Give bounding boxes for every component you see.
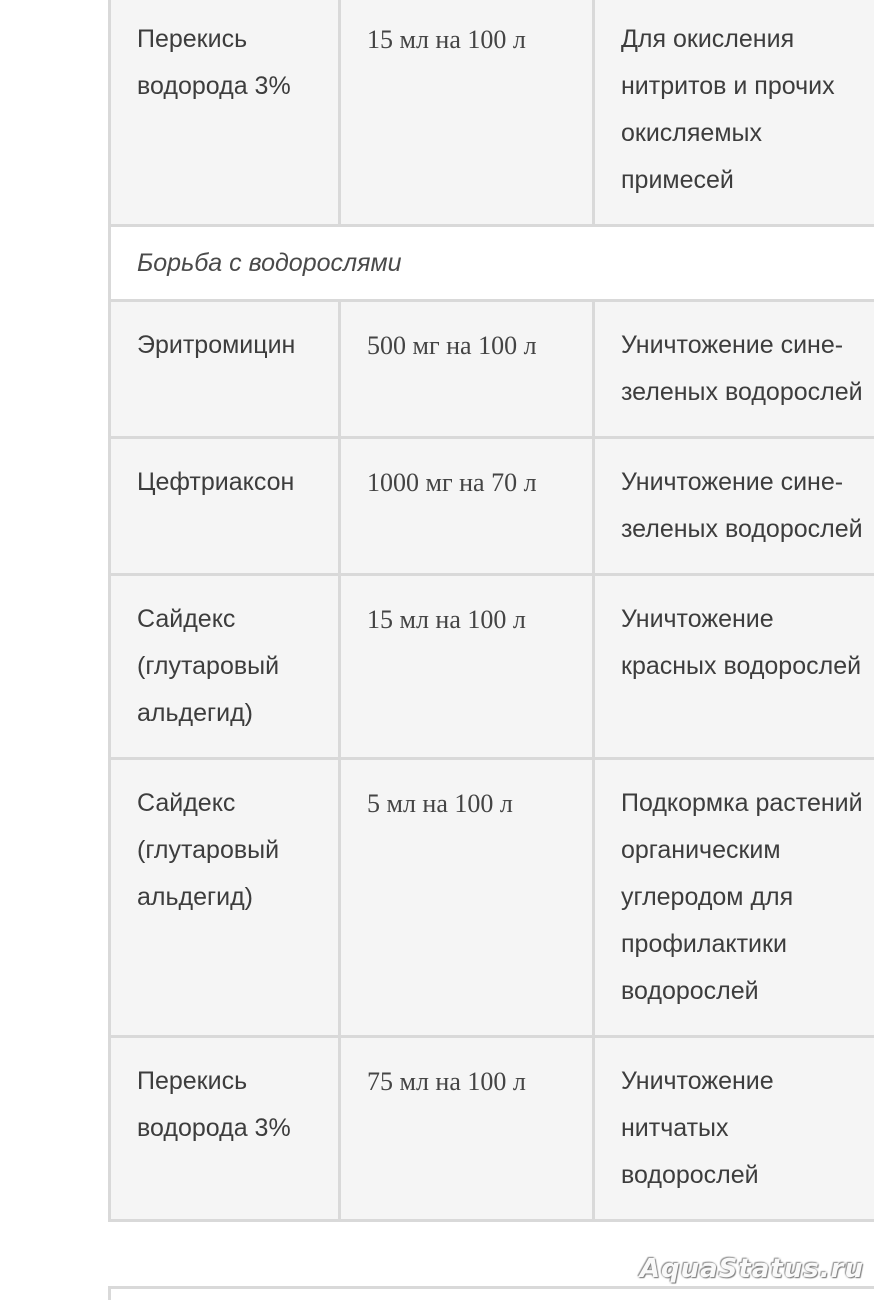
purpose-cell: Уничтожение красных водорослей	[594, 575, 874, 759]
table-row	[110, 301, 874, 438]
substance-cell: Перекись водорода 3%	[110, 1037, 340, 1221]
purpose-cell: Подкормка растений органическим углеродом для профилактики водорослей	[594, 759, 874, 1037]
dose-cell: 15 мл на 100 л	[340, 575, 594, 759]
table-row	[110, 575, 874, 759]
substance-cell: Сайдекс (глутаровый альдегид)	[110, 759, 340, 1037]
dose-cell: 15 мл на 100 л	[340, 0, 594, 226]
dose-cell: 500 мг на 100 л	[340, 301, 594, 438]
purpose-cell: Для окисления нитритов и прочих окисляемых примесей	[594, 0, 874, 226]
site-watermark: AquaStatus.ru	[639, 1254, 864, 1284]
table-row	[110, 0, 874, 226]
purpose-cell: Уничтожение нитчатых водорослей	[594, 1037, 874, 1221]
substance-cell: Эритромицин	[110, 301, 340, 438]
substance-cell: Перекись водорода 3%	[110, 0, 340, 226]
table-row	[110, 438, 874, 575]
dosage-table	[108, 0, 874, 1222]
table-row	[110, 1037, 874, 1221]
substance-cell: Сайдекс (глутаровый альдегид)	[110, 575, 340, 759]
dose-cell: 5 мл на 100 л	[340, 759, 594, 1037]
next-row-cut-off	[108, 1286, 874, 1300]
substance-cell: Цефтриаксон	[110, 438, 340, 575]
section-header-row	[110, 226, 874, 301]
purpose-cell: Уничтожение сине-зеленых водорослей	[594, 301, 874, 438]
dose-cell: 75 мл на 100 л	[340, 1037, 594, 1221]
purpose-cell: Уничтожение сине-зеленых водорослей	[594, 438, 874, 575]
section-header-label: Борьба с водорослями	[110, 226, 874, 301]
dosage-table-body	[110, 0, 874, 1221]
dose-cell: 1000 мг на 70 л	[340, 438, 594, 575]
dosage-table-container	[108, 0, 874, 1222]
table-row	[110, 759, 874, 1037]
